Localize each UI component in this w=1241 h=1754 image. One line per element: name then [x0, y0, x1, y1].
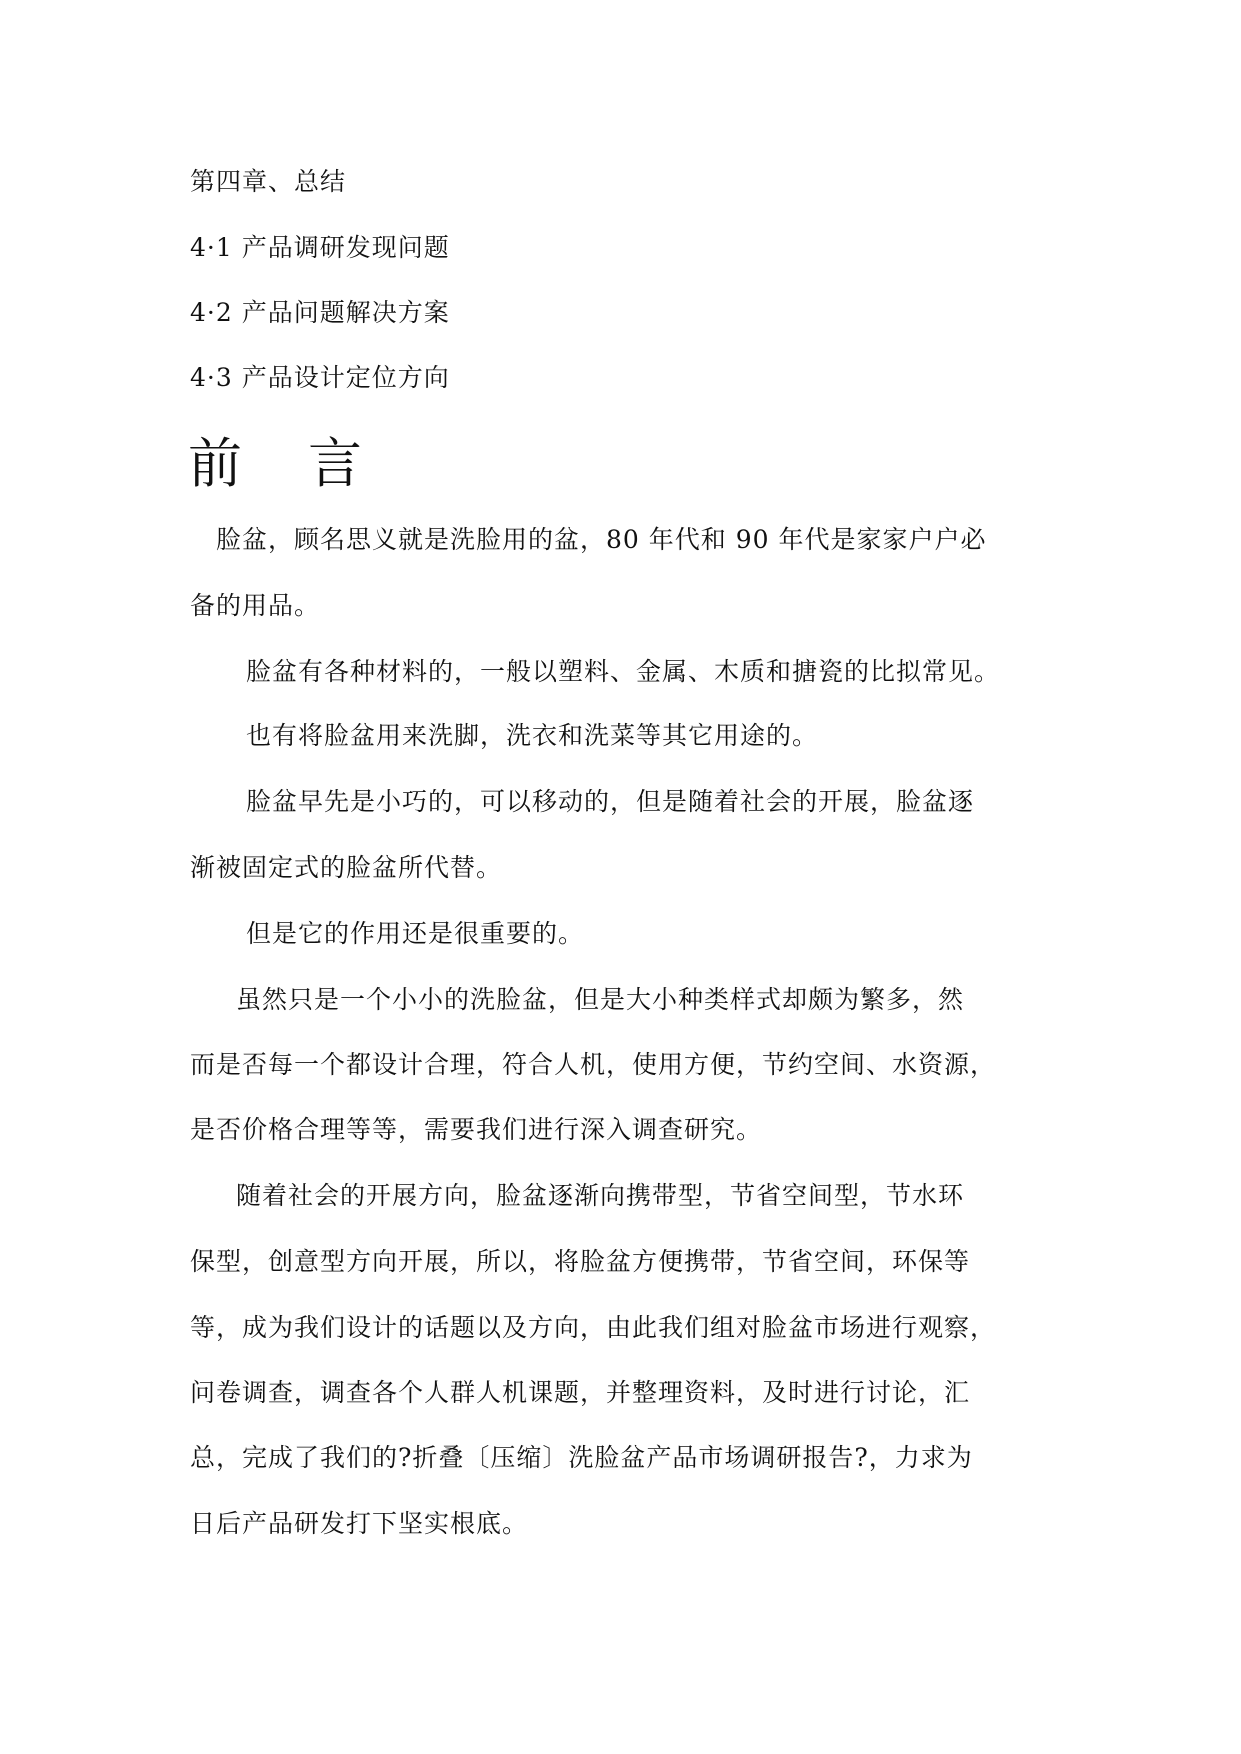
preface-line-1: 脸盆，顾名思义就是洗脸用的盆，80 年代和 90 年代是家家户户必: [216, 525, 987, 554]
preface-line-5: 脸盆早先是小巧的，可以移动的，但是随着社会的开展，脸盆逐: [246, 787, 975, 816]
preface-heading-char-1: 前: [188, 432, 242, 495]
preface-line-4: 也有将脸盆用来洗脚，洗衣和洗菜等其它用途的。: [246, 721, 819, 750]
preface-line-12: 保型，创意型方向开展，所以，将脸盆方便携带，节省空间，环保等: [190, 1247, 971, 1276]
preface-line-6: 渐被固定式的脸盆所代替。: [190, 853, 503, 882]
preface-line-2: 备的用品。: [190, 591, 321, 620]
toc-item-4-1: 4·1 产品调研发现问题: [190, 233, 450, 262]
preface-line-15: 总，完成了我们的?折叠〔压缩〕洗脸盆产品市场调研报告?，力求为: [190, 1443, 973, 1472]
preface-line-10: 是否价格合理等等，需要我们进行深入调查研究。: [190, 1115, 763, 1144]
preface-line-11: 随着社会的开展方向，脸盆逐渐向携带型，节省空间型，节水环: [236, 1181, 965, 1210]
preface-line-3: 脸盆有各种材料的，一般以塑料、金属、木质和搪瓷的比拟常见。: [246, 657, 1001, 686]
preface-line-16: 日后产品研发打下坚实根底。: [190, 1509, 529, 1538]
preface-heading: [188, 432, 362, 496]
toc-item-4-3: 4·3 产品设计定位方向: [190, 363, 450, 392]
preface-line-13: 等，成为我们设计的话题以及方向，由此我们组对脸盆市场进行观察，: [190, 1313, 997, 1342]
preface-heading-char-2: 言: [308, 432, 362, 495]
preface-line-9: 而是否每一个都设计合理，符合人机，使用方便，节约空间、水资源，: [190, 1050, 997, 1079]
preface-line-7: 但是它的作用还是很重要的。: [246, 919, 585, 948]
preface-line-8: 虽然只是一个小小的洗脸盆，但是大小种类样式却颇为繁多，然: [236, 985, 965, 1014]
toc-item-4-2: 4·2 产品问题解决方案: [190, 298, 450, 327]
preface-line-14: 问卷调查，调查各个人群人机课题，并整理资料，及时进行讨论，汇: [190, 1378, 971, 1407]
toc-chapter-4: 第四章、总结: [190, 167, 347, 196]
